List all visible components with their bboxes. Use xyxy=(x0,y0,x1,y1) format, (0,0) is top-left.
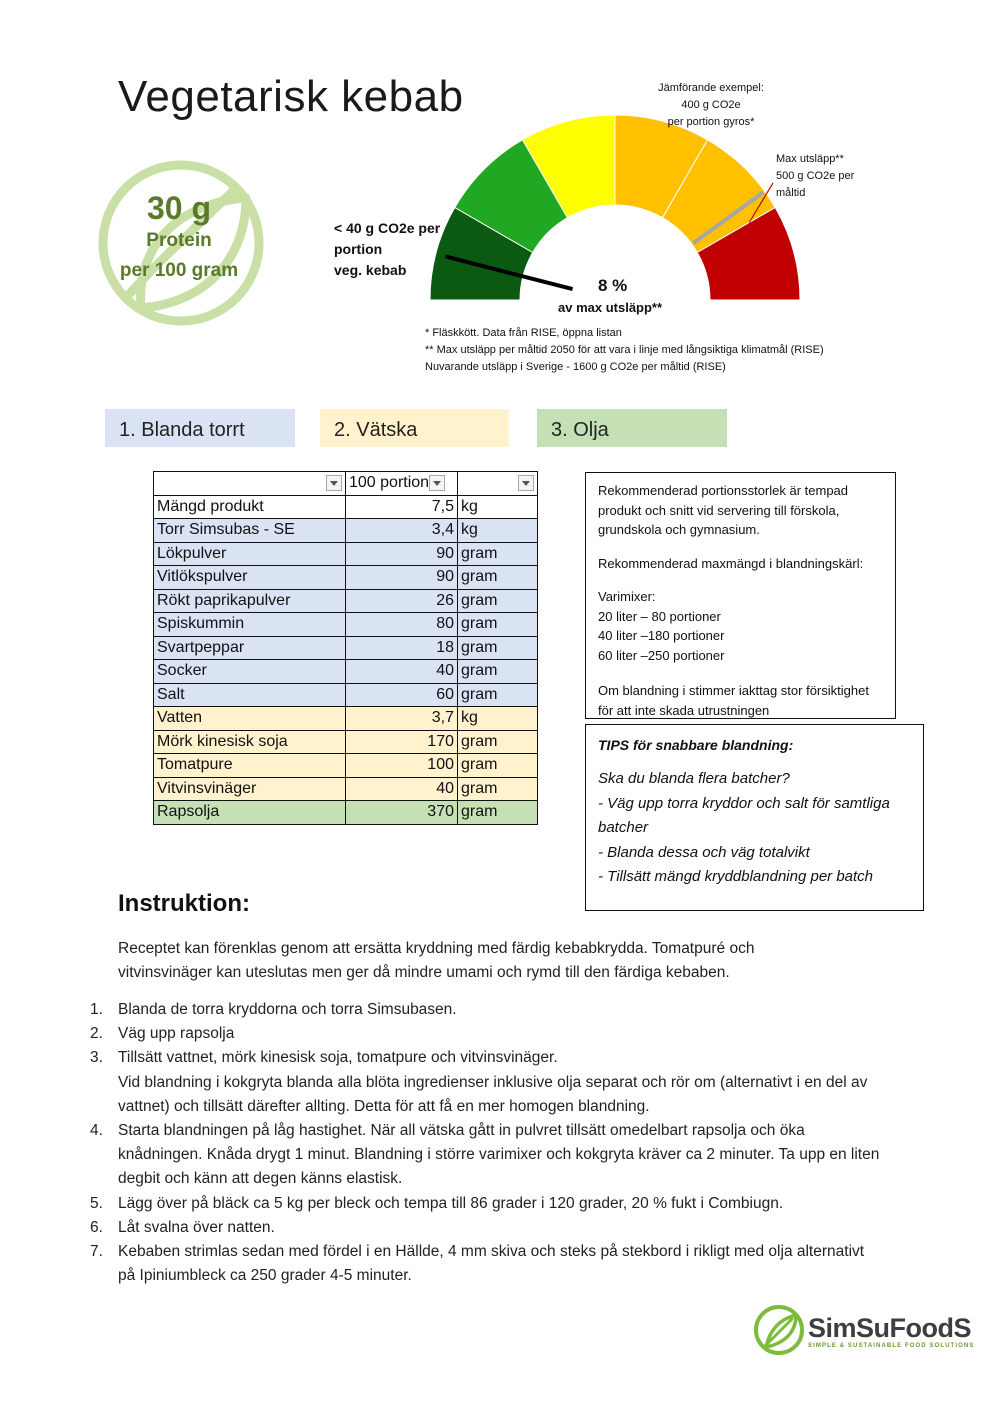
step-number: 4. xyxy=(90,1122,103,1140)
instruction-intro: Receptet kan förenklas genom att ersätta kryddning med färdig kebabkrydda. Tomatpuré och vitvinsvinäger kan uteslutas men ger då mindre umami och rymd till den färdiga kebaben. xyxy=(118,940,755,982)
step-text: Låt svalna över natten. xyxy=(118,1218,275,1236)
gauge-compare-label: Jämförande exempel: 400 g CO2e per portion gyros* xyxy=(658,82,764,128)
protein-label: Protein xyxy=(146,230,212,251)
instruction-step xyxy=(90,1240,880,1288)
table-row xyxy=(154,660,538,684)
ingredient-unit: kg xyxy=(458,495,538,519)
ingredient-amount: 40 xyxy=(346,777,458,801)
info-mixer-line: 20 liter – 80 portioner xyxy=(598,608,721,624)
table-row xyxy=(154,566,538,590)
step-text: Starta blandningen på låg hastighet. När all vätska gått in pulvret tillsätt omedelbart rapsolja och öka knådningen. Knåda drygt 1 minut. Blandning i större varimixer och kokgryta kräver ca 2 minuter. Ta upp en liten degbit och känn att degen känns elastisk. xyxy=(118,1122,880,1188)
ingredient-name: Lökpulver xyxy=(154,542,346,566)
footnote: ** Max utsläpp per måltid 2050 för att vara i linje med långsiktiga klimatmål (RISE) xyxy=(425,344,824,356)
step-text: Väg upp rapsolja xyxy=(118,1025,235,1043)
table-row xyxy=(154,754,538,778)
ingredient-name: Rapsolja xyxy=(154,801,346,825)
dropdown-icon[interactable] xyxy=(326,475,342,491)
ingredient-amount: 100 xyxy=(346,754,458,778)
ingredient-amount: 26 xyxy=(346,589,458,613)
step-extra-text: Vid blandning i kokgryta blanda alla blöta ingredienser inklusive olja separat och rör om (alternativt i en del av vattnet) och tillsätt därefter allting. Detta för att få en mer homogen blandning. xyxy=(118,1073,868,1115)
step-text: Lägg över på bläck ca 5 kg per bleck och tempa till 86 grader i 120 grader, 20 % fukt i Combiugn. xyxy=(118,1194,784,1212)
ingredient-unit: kg xyxy=(458,519,538,543)
protein-unit: per 100 gram xyxy=(119,260,239,281)
info-mixer-line: 40 liter –180 portioner xyxy=(598,628,725,643)
ingredient-unit: gram xyxy=(458,660,538,684)
ingredient-unit: kg xyxy=(458,707,538,731)
info-warning-text: Om blandning i stimmer iakttag stor försiktighet för att inte skada utrustningen xyxy=(598,683,869,718)
ingredient-name: Socker xyxy=(154,660,346,684)
tips-line: - Väg upp torra kryddor och salt för samtliga batcher xyxy=(598,794,890,836)
step-number: 1. xyxy=(90,1001,103,1018)
ingredient-name: Mörk kinesisk soja xyxy=(154,730,346,754)
instruction-step xyxy=(90,1192,880,1216)
info-portion-text: Rekommenderad portionsstorlek är tempad produkt och snitt vid servering till förskola, grundskola och gymnasium. xyxy=(598,483,849,537)
logo-icon xyxy=(752,1303,806,1357)
protein-amount: 30 g xyxy=(146,190,212,226)
ingredient-amount: 90 xyxy=(346,542,458,566)
step-number: 7. xyxy=(90,1243,103,1261)
protein-badge xyxy=(96,190,262,286)
ingredient-name: Torr Simsubas - SE xyxy=(154,519,346,543)
info-mixer-title: Varimixer: xyxy=(598,589,656,604)
ingredient-name: Tomatpure xyxy=(154,754,346,778)
ingredient-amount: 370 xyxy=(346,801,458,825)
step-number: 6. xyxy=(90,1218,103,1236)
gauge-percent-label: av max utsläpp** xyxy=(558,300,663,315)
table-row xyxy=(154,730,538,754)
ingredient-unit: gram xyxy=(458,754,538,778)
step-header-oil: 3. Olja xyxy=(537,409,727,447)
instruction-step xyxy=(90,998,880,1022)
ingredient-unit: gram xyxy=(458,683,538,707)
info-mixer-line: 60 liter –250 portioner xyxy=(598,647,725,663)
ingredient-amount: 170 xyxy=(346,730,458,754)
ingredient-amount: 7,5 xyxy=(346,495,458,519)
table-row xyxy=(154,519,538,543)
ingredient-name: Salt xyxy=(154,683,346,707)
ingredient-name: Vitvinsvinäger xyxy=(154,777,346,801)
ingredient-name: Mängd produkt xyxy=(154,495,346,519)
instruction-heading: Instruktion: xyxy=(118,890,250,917)
tips-title: TIPS för snabbare blandning: xyxy=(598,737,794,753)
instruction-step xyxy=(90,1046,880,1119)
table-row xyxy=(154,683,538,707)
filter-cell[interactable] xyxy=(154,472,346,496)
step-text: Blanda de torra kryddorna och torra Simsubasen. xyxy=(118,1001,457,1018)
ingredient-name: Vitlökspulver xyxy=(154,566,346,590)
instruction-step xyxy=(90,1022,880,1046)
step-number: 5. xyxy=(90,1194,103,1212)
instruction-step xyxy=(90,1119,880,1192)
instruction-steps xyxy=(90,998,880,1288)
tips-box xyxy=(585,724,924,911)
filter-cell[interactable] xyxy=(458,472,538,496)
logo-tagline: SIMPLE & SUSTAINABLE FOOD SOLUTIONS xyxy=(808,1343,975,1349)
tips-line: - Blanda dessa och väg totalvikt xyxy=(598,843,810,861)
ingredient-unit: gram xyxy=(458,566,538,590)
step-number: 3. xyxy=(90,1049,103,1067)
step-header-dry: 1. Blanda torrt xyxy=(105,409,295,447)
ingredient-amount: 3,4 xyxy=(346,519,458,543)
ingredient-amount: 18 xyxy=(346,636,458,660)
ingredient-unit: gram xyxy=(458,777,538,801)
table-row xyxy=(154,613,538,637)
footnotes xyxy=(425,325,895,376)
ingredient-name: Svartpeppar xyxy=(154,636,346,660)
table-header-row xyxy=(154,472,538,496)
logo-name: SimSuFoodS xyxy=(808,1313,971,1343)
ingredient-name: Rökt paprikapulver xyxy=(154,589,346,613)
info-box xyxy=(585,472,896,719)
ingredient-name: Spiskummin xyxy=(154,613,346,637)
table-row xyxy=(154,636,538,660)
ingredient-unit: gram xyxy=(458,801,538,825)
table-row xyxy=(154,495,538,519)
table-row xyxy=(154,707,538,731)
ingredient-amount: 3,7 xyxy=(346,707,458,731)
ingredient-amount: 90 xyxy=(346,566,458,590)
ingredient-amount: 80 xyxy=(346,613,458,637)
dropdown-icon[interactable] xyxy=(429,475,445,491)
table-row xyxy=(154,589,538,613)
tips-question: Ska du blanda flera batcher? xyxy=(598,770,790,787)
footnote: Nuvarande utsläpp i Sverige - 1600 g CO2e per måltid (RISE) xyxy=(425,361,726,373)
page-title: Vegetarisk kebab xyxy=(118,72,464,121)
footnote: * Fläskkött. Data från RISE, öppna listan xyxy=(425,327,622,339)
step-header-liquid: 2. Vätska xyxy=(320,409,509,447)
ingredient-table xyxy=(153,471,538,825)
filter-cell[interactable]: 100 portion xyxy=(346,472,458,496)
gauge-percent: 8 % xyxy=(598,276,628,295)
ingredient-unit: gram xyxy=(458,730,538,754)
gauge-product-label: < 40 g CO2e per portion veg. kebab xyxy=(334,220,441,278)
ingredient-amount: 60 xyxy=(346,683,458,707)
dropdown-icon[interactable] xyxy=(518,475,534,491)
info-max-text: Rekommenderad maxmängd i blandningskärl: xyxy=(598,555,864,571)
step-text: Kebaben strimlas sedan med fördel i en Hällde, 4 mm skiva och steks på stekbord i rikligt med olja alternativt på Ipiniumbleck ca 250 grader 4-5 minuter. xyxy=(118,1243,865,1285)
gauge-max-label: Max utsläpp** 500 g CO2e per måltid xyxy=(776,153,855,199)
table-row xyxy=(154,801,538,825)
tips-line: - Tillsätt mängd kryddblandning per batch xyxy=(598,868,874,885)
ingredient-amount: 40 xyxy=(346,660,458,684)
table-row xyxy=(154,542,538,566)
ingredient-unit: gram xyxy=(458,589,538,613)
instruction-step xyxy=(90,1216,880,1240)
ingredient-name: Vatten xyxy=(154,707,346,731)
ingredient-unit: gram xyxy=(458,613,538,637)
table-row xyxy=(154,777,538,801)
ingredient-unit: gram xyxy=(458,636,538,660)
ingredient-unit: gram xyxy=(458,542,538,566)
step-text: Tillsätt vattnet, mörk kinesisk soja, tomatpure och vitvinsvinäger. xyxy=(118,1049,558,1067)
step-number: 2. xyxy=(90,1025,103,1043)
